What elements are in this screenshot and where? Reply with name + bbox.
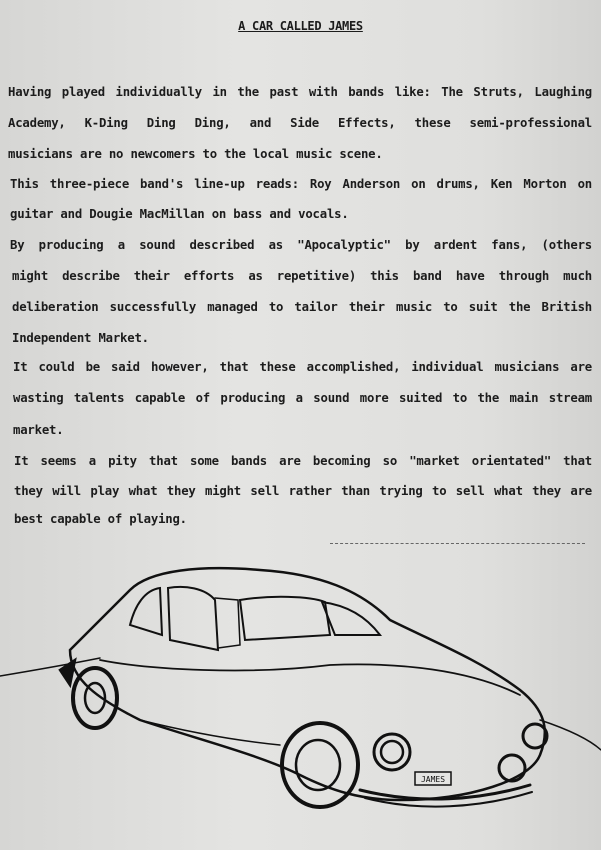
car-illustration [0,550,601,850]
text-line: market. [13,423,64,437]
text-line: might describe their efforts as repetitive) this band have through much [12,269,592,283]
text-line: guitar and Dougie MacMillan on bass and vocals. [10,207,349,221]
text-line: they will play what they might sell rather than trying to sell what they are [14,484,592,498]
text-line: Having played individually in the past with bands like: The Struts, Laughing [8,85,592,99]
text-line: It seems a pity that some bands are becoming so "market orientated" that [14,454,592,468]
text-line: musicians are no newcomers to the local music scene. [8,147,383,161]
text-line: This three-piece band's line-up reads: Roy Anderson on drums, Ken Morton on [10,177,592,191]
license-plate: JAMES [420,775,446,784]
text-line: Independent Market. [12,331,149,345]
text-line: deliberation successfully managed to tailor their music to suit the British [12,300,592,314]
page-title: A CAR CALLED JAMES [238,19,363,33]
text-line: best capable of playing. [14,512,187,526]
dashed-rule [330,543,585,544]
text-line: wasting talents capable of producing a sound more suited to the main stream [13,391,592,405]
text-line: By producing a sound described as "Apocalyptic" by ardent fans, (others [10,238,592,252]
text-line: Academy, K-Ding Ding Ding, and Side Effects, these semi-professional [8,116,592,130]
text-line: It could be said however, that these accomplished, individual musicians are [13,360,592,374]
